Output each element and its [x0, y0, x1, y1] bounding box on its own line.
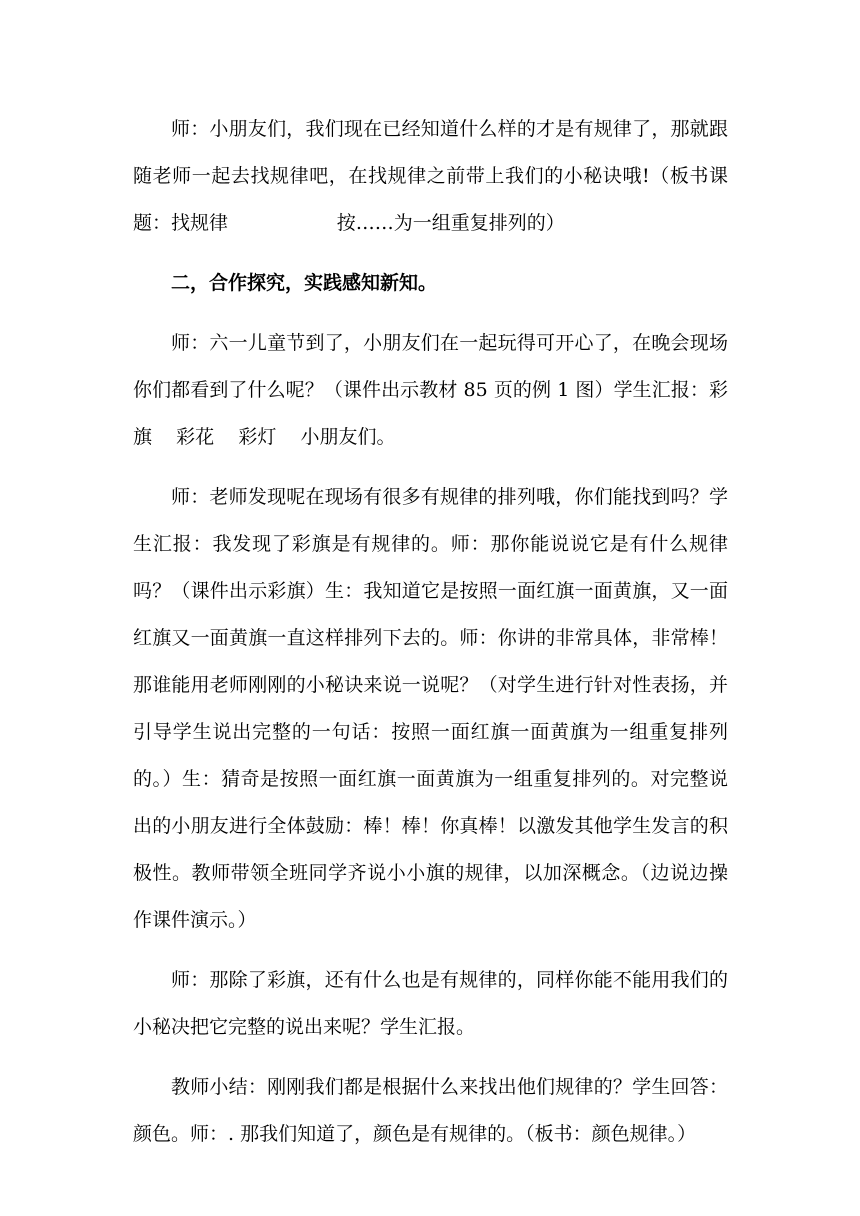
- document-body: [133, 106, 728, 1171]
- paragraph-festival: 师：六一儿童节到了，小朋友们在一起玩得可开心了，在晚会现场你们都看到了什么呢？（课件出示教材 85 页的例 1 图）学生汇报：彩旗 彩花 彩灯 小朋友们。: [133, 332, 728, 448]
- paragraph-intro: 师：小朋友们，我们现在已经知道什么样的才是有规律了，那就跟随老师一起去找规律吧，在找规律之前带上我们的小秘诀哦!（板书课题：找规律 按……为一组重复排列的）: [133, 118, 728, 234]
- paragraph-other-patterns: 师：那除了彩旗，还有什么也是有规律的，同样你能不能用我们的小秘决把它完整的说出来呢？学生汇报。: [133, 969, 728, 1038]
- paragraph-summary: 教师小结：刚刚我们都是根据什么来找出他们规律的？学生回答：颜色。师：. 那我们知道了，颜色是有规律的。（板书：颜色规律。）: [133, 1076, 728, 1145]
- section-heading: 二，合作探究，实践感知新知。: [171, 272, 438, 294]
- paragraph-flags: 师：老师发现呢在现场有很多有规律的排列哦，你们能找到吗？学生汇报：我发现了彩旗是有规律的。师：那你能说说它是有什么规律吗？（课件出示彩旗）生：我知道它是按照一面红旗一面黄旗，又一面红旗又一面黄旗一直这样排列下去的。师：你讲的非常具体，非常棒！那谁能用老师刚刚的小秘诀来说一说呢？（对学生进行针对性表扬，并引导学生说出完整的一句话：按照一面红旗一面黄旗为一组重复排列的。）生：猜奇是按照一面红旗一面黄旗为一组重复排列的。对完整说出的小朋友进行全体鼓励：棒！棒！你真棒！以激发其他学生发言的积极性。教师带领全班同学齐说小小旗的规律，以加深概念。（边说边操作课件演示。）: [133, 486, 728, 931]
